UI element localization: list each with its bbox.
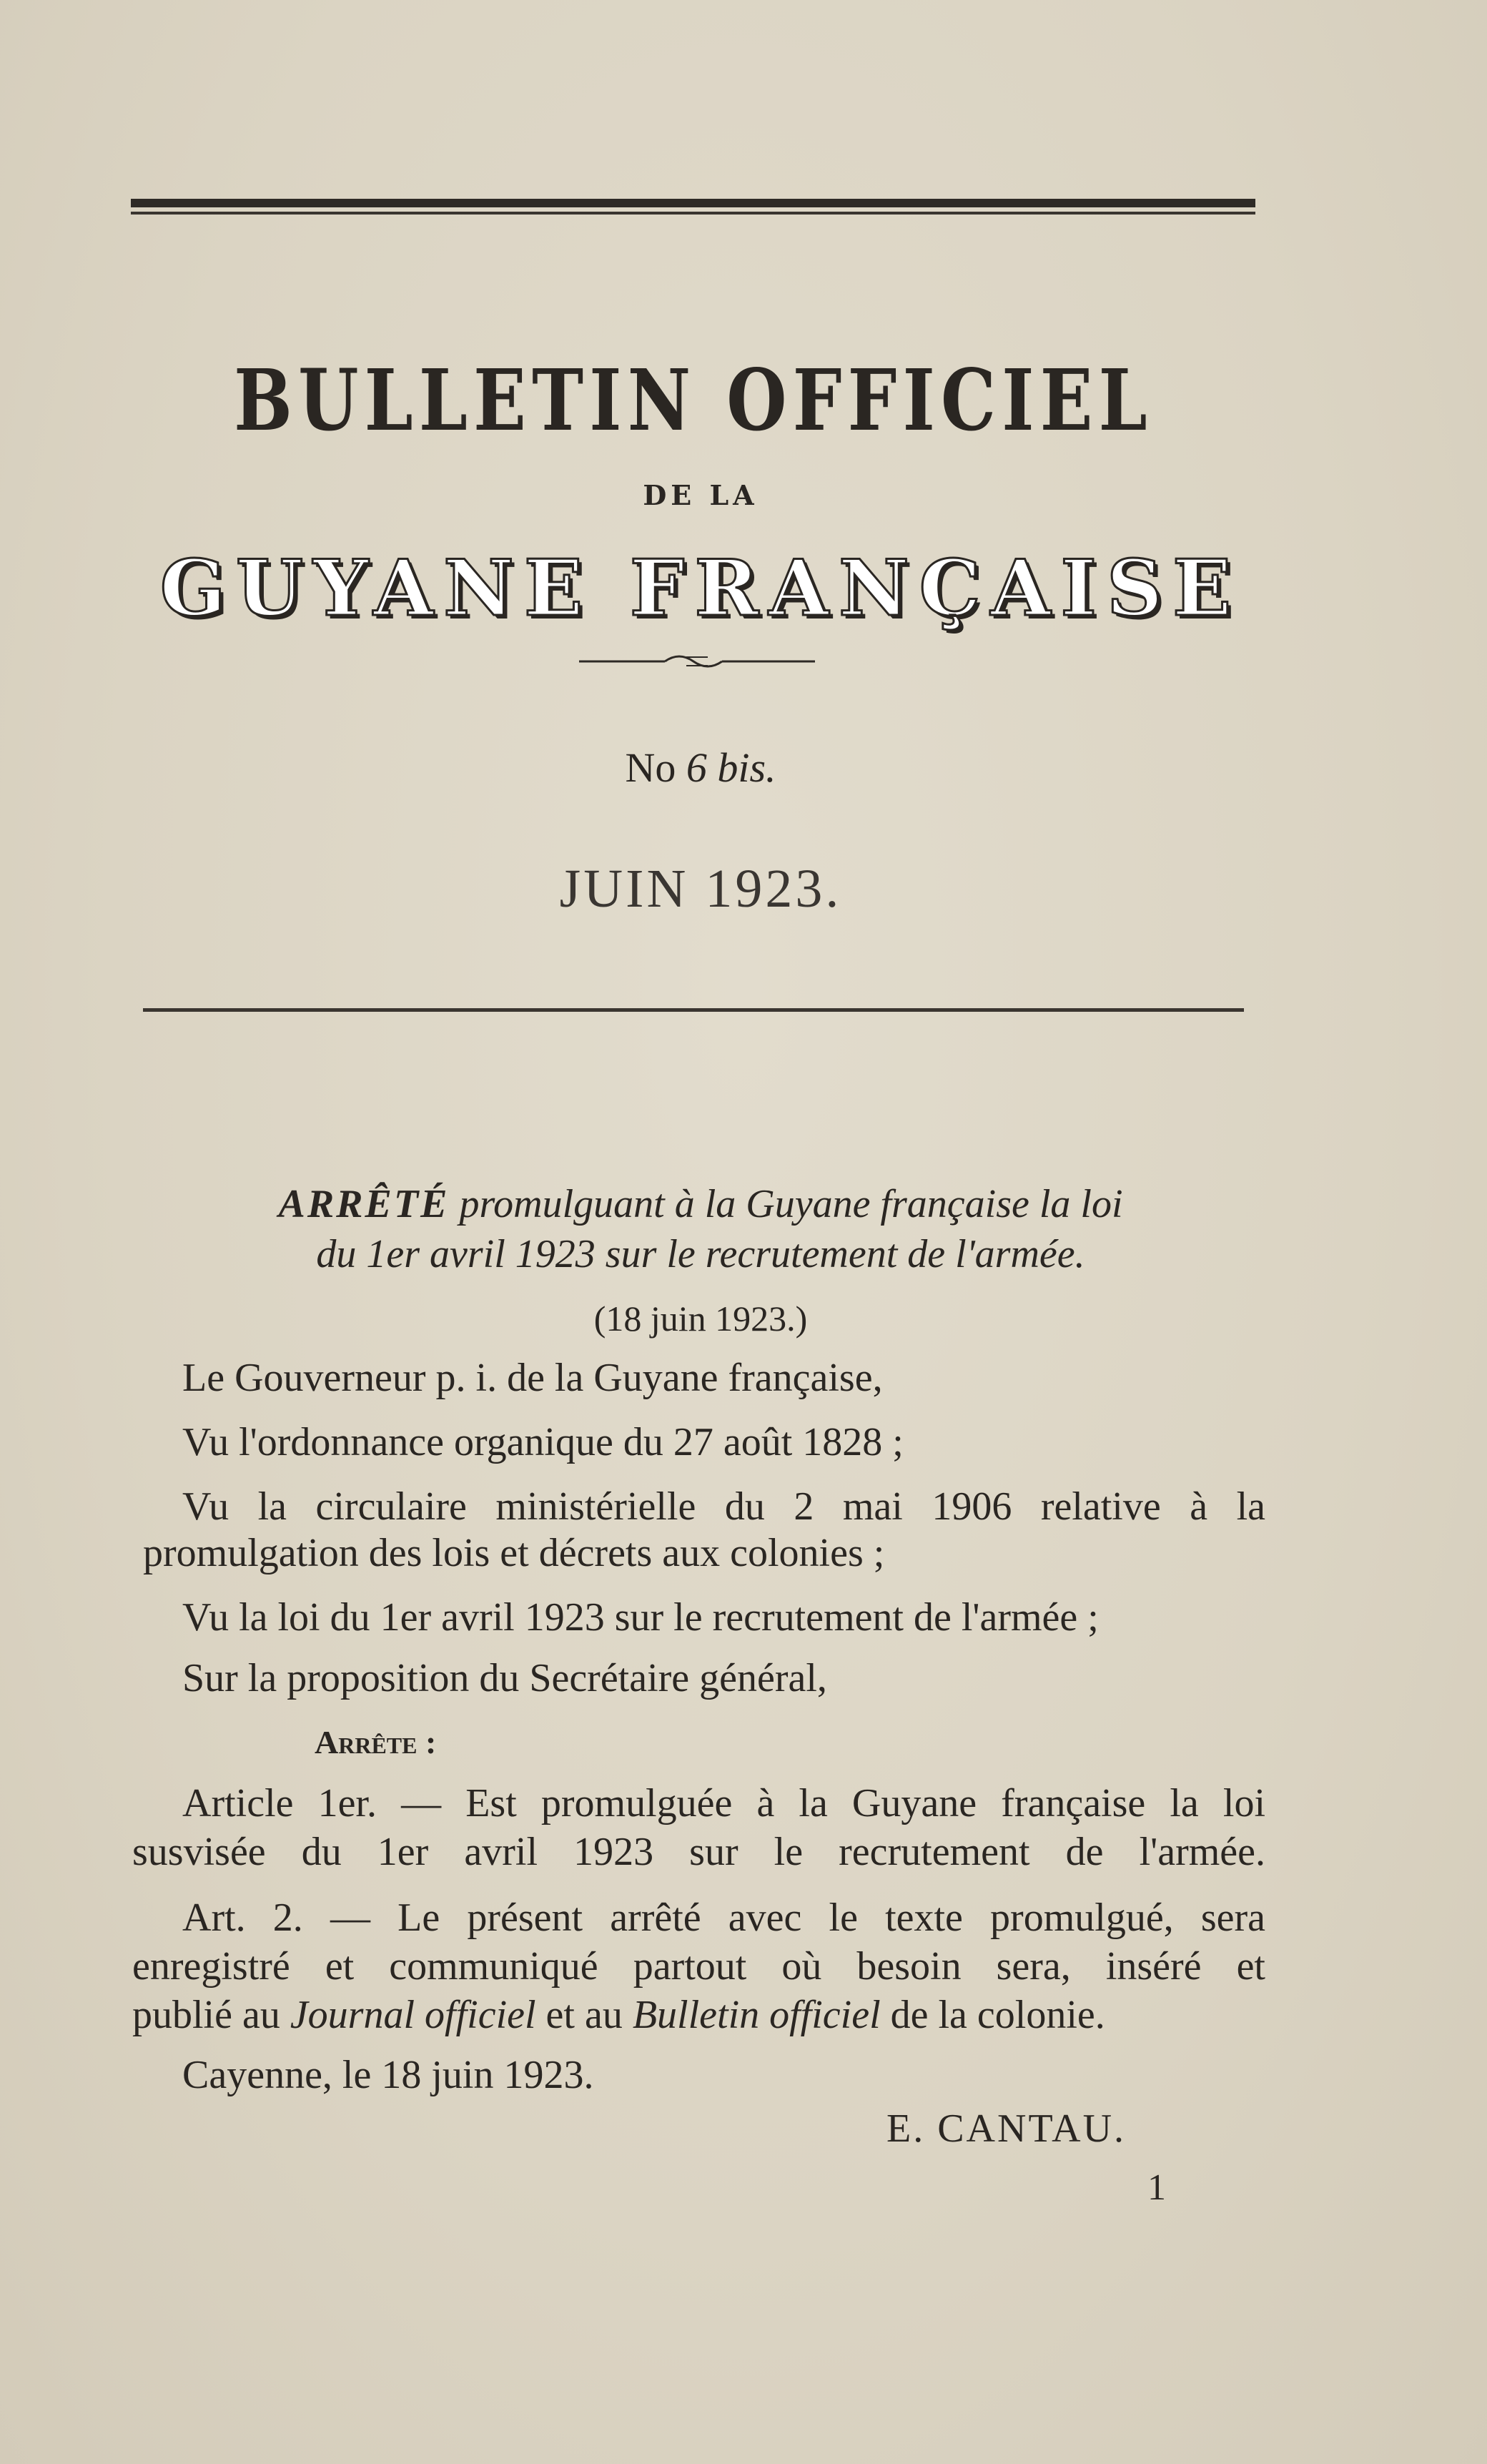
- bulletin-title: BULLETIN OFFICIEL: [234, 350, 1153, 450]
- article-2-line1: Art. 2. — Le présent arrêté avec le texte promulgué, sera: [182, 1896, 1265, 1940]
- bulletin-officiel: Bulletin officiel: [632, 1993, 881, 2037]
- vu-loi: Vu la loi du 1er avril 1923 sur le recrutement de l'armée ;: [182, 1595, 1099, 1640]
- article-2-text-e: de la colonie.: [880, 1993, 1105, 2037]
- arrete-heading-line2: du 1er avril 1923 sur le recrutement de l'armée.: [316, 1232, 1085, 1276]
- issue-number: [0, 744, 1444, 792]
- vu-circulaire-line2: promulgation des lois et décrets aux colonies ;: [143, 1531, 885, 1575]
- article-2-text-a: publié au: [132, 1993, 290, 2037]
- signature: E. CANTAU.: [886, 2106, 1127, 2151]
- article-2-line3: [132, 1992, 1226, 2038]
- arrete-label: Arrête :: [315, 1724, 437, 1760]
- arrete-heading-rest: promulguant à la Guyane française la loi: [459, 1182, 1123, 1226]
- top-double-rule: [131, 199, 1255, 219]
- issue-prefix: No: [625, 744, 676, 791]
- article-2-text-c: et au: [535, 1993, 633, 2037]
- vu-ordonnance: Vu l'ordonnance organique du 27 août 1828 ;: [182, 1420, 904, 1464]
- arrete-heading-line1: [0, 1181, 1444, 1227]
- middle-rule: [143, 1008, 1244, 1012]
- top-rule-thin: [131, 212, 1255, 215]
- issue-date: JUIN 1923.: [559, 859, 842, 919]
- governor-line: Le Gouverneur p. i. de la Guyane française,: [182, 1356, 883, 1400]
- page-number: 1: [1147, 2167, 1166, 2208]
- arrete-date: (18 juin 1923.): [593, 1298, 808, 1339]
- article-1-line1: Article 1er. — Est promulguée à la Guyane française la loi: [182, 1781, 1265, 1825]
- article-2-line2: enregistré et communiqué partout où besoin sera, inséré et: [132, 1944, 1265, 1989]
- bulletin-subtitle: GUYANE FRANÇAISE: [159, 543, 1242, 634]
- title-connector: DE LA: [643, 479, 759, 511]
- sur-proposition: Sur la proposition du Secrétaire général,: [182, 1656, 827, 1700]
- place-and-date: Cayenne, le 18 juin 1923.: [182, 2053, 594, 2097]
- vu-circulaire-line1: Vu la circulaire ministérielle du 2 mai 1906 relative à la: [182, 1484, 1265, 1529]
- arrete-heading-bold: ARRÊTÉ: [278, 1182, 450, 1226]
- journal-officiel: Journal officiel: [290, 1993, 536, 2037]
- ornament-divider-icon: [579, 647, 815, 676]
- issue-number-value: 6 bis.: [686, 744, 776, 791]
- article-1-line2: susvisée du 1er avril 1923 sur le recrutement de l'armée.: [132, 1830, 1265, 1874]
- top-rule-thick: [131, 199, 1255, 207]
